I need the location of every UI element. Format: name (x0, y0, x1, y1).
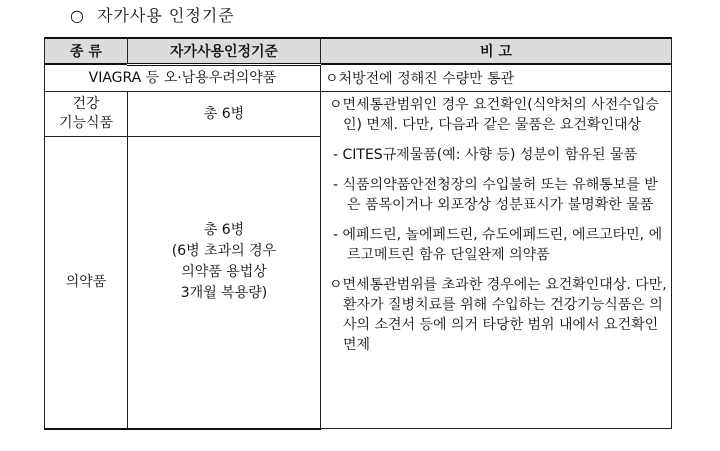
note-item-import-ban: - 식품의약품안전청장의 수입불허 또는 유해통보를 받은 품목이거나 외포장상 성분표시가 불명확한 물품 (333, 177, 658, 213)
header-criteria: 자가사용인정기준 (128, 38, 321, 64)
row1-type: VIAGRA 등 오·남용우려의약품 (45, 64, 321, 92)
row3-criteria-line1: 총 6병 (203, 222, 245, 239)
note-outro: ㅇ면세통관범위를 초과한 경우에는 요건확인대상. 다만, 환자가 질병치료를 위해 수입하는 건강기능식품은 의사의 소견서 등에 의거 타당한 범위 내에서 요건확인 면제 (329, 277, 667, 353)
row3-criteria-line4: 3개월 복용량) (180, 285, 268, 302)
row2-type-line2: 기능식품 (58, 115, 114, 131)
table-row (45, 92, 672, 137)
row2-type (45, 92, 128, 137)
row2-criteria: 총 6병 (128, 92, 321, 137)
heading-text: 자가사용 인정기준 (96, 6, 235, 25)
note-intro: ㅇ면세통관범위인 경우 요건확인(식약처의 사전수입승인) 면제. 다만, 다음과 같은 물품은 요건확인대상 (329, 97, 659, 133)
note-item-cites: - CITES규제물품(예: 사향 등) 성분이 함유된 물품 (333, 147, 637, 163)
row3-criteria-line3: 의약품 용법상 (181, 264, 267, 281)
heading-bullet: ○ (70, 6, 85, 25)
table-row (45, 64, 672, 92)
note-item-ephedrine: - 에페드린, 놀에페드린, 슈도에페드린, 에르고타민, 에르고메트린 함유 단일완제 의약품 (333, 227, 663, 263)
row3-criteria (128, 137, 321, 429)
header-type: 종 류 (45, 38, 128, 64)
section-heading (70, 3, 235, 26)
row3-criteria-line2: (6병 초과의 경우 (171, 243, 277, 260)
row2-type-line1: 건강 (72, 96, 100, 112)
row1-note: ㅇ처방전에 정해진 수량만 통관 (321, 64, 672, 92)
shared-note-cell (321, 92, 672, 429)
header-note: 비 고 (321, 38, 672, 64)
row3-type: 의약품 (45, 137, 128, 429)
criteria-table (44, 37, 672, 430)
